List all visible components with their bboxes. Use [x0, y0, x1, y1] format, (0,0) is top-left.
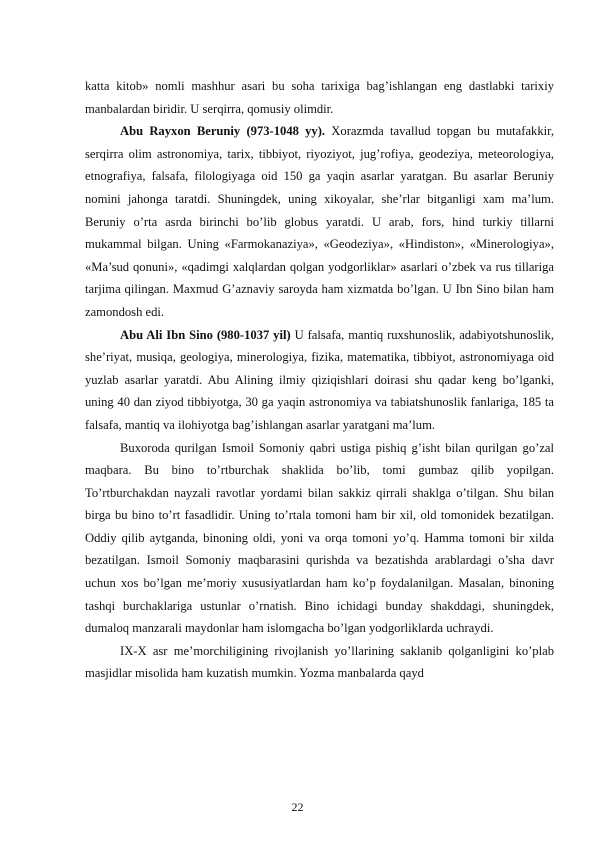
paragraph-text: Xorazmda tavallud topgan bu mutafakkir, serqirra olim astronomiya, tarix, tibbiyot, riyoziyot, jug’rofiya, geodeziya, meteorologiya, etnografiya, falsafa, filologiyaga oid 150 ga yaqin asarlar yaratgan. Bu asarlar Beruniy nomini jahonga taratdi. Shuningdek, uning xikoyalar, she’rlar bitganligi xam ma’lum. Beruniy o’rta asrda birinchi bo’lib globus yaratdi. U arab, fors, hind turkiy tillarni mukammal bilgan. Uning «Farmokanaziya», «Geodeziya», «Hindiston», «Minerologiya», «Ma’sud qonuni», «qadimgi xalqlardan qolgan yodgorliklar» asarlari o’zbek va rus tillariga tarjima qilingan. Maxmud G’aznaviy saroyda ham xizmatda bo’lgan. U Ibn Sino bilan ham zamondosh edi.	[85, 124, 554, 319]
paragraph-text: IX-X asr me’morchiligining rivojlanish yo’llarining saklanib qolganligini ko’plab masjidlar misolida ham kuzatish mumkin. Yozma manbalarda qayd	[85, 643, 554, 681]
paragraph-somoniy-mausoleum	[85, 437, 554, 640]
paragraph-heading-ibn-sino: Abu Ali Ibn Sino (980-1037 yil)	[120, 327, 291, 342]
paragraph-beruniy	[85, 120, 554, 323]
paragraph-heading-beruniy: Abu Rayxon Beruniy (973-1048 yy).	[120, 124, 326, 139]
paragraph-continuation	[85, 75, 554, 120]
body-text	[85, 75, 554, 685]
paragraph-text: Buxoroda qurilgan Ismoil Somoniy qabri ustiga pishiq g’isht bilan qurilgan go’zal maqbara. Bu bino to’rtburchak shaklida bo’lib, tomi gumbaz qilib yopilgan. To’rtburchakdan nayzali ravotlar yordami bilan sakkiz qirrali shaklga o’tilgan. Shu bilan birga bu bino to’rt fasadlidir. Uning to’rtala tomoni ham bir xil, old tomonidek bezatilgan. Oddiy qilib aytganda, binoning oldi, yoni va orqa tomoni yo’q. Hamma tomoni bir xilda bezatilgan. Ismoil Somoniy maqbarasini qurishda va bezatishda arablardagi o’sha davr uchun xos bo’lgan me’moriy xususiyatlardan ham ko’p foydalanilgan. Masalan, binoning tashqi burchaklariga ustunlar o’rnatish. Bino ichidagi bunday shakddagi, shuningdek, dumaloq manzarali maydonlar ham islomgacha bo’lgan yodgorliklarda uchraydi.	[85, 440, 554, 636]
paragraph-text: U falsafa, mantiq ruxshunoslik, adabiyotshunoslik, she’riyat, musiqa, geologiya, minerologiya, fizika, matematika, tibbiyot, astronomiyaga oid yuzlab asarlar yaratdi. Abu Alining ilmiy qiziqishlari doirasi shu qadar keng bo’lganki, uning 40 dan ziyod tibbiyotga, 30 ga yaqin astronomiya va tabiatshunoslik fanlariga, 185 ta falsafa, mantiq va ilohiyotga bag’ishlangan asarlar yaratgani ma’lum.	[85, 327, 554, 432]
page-number: 22	[291, 800, 304, 814]
paragraph-architecture	[85, 640, 554, 685]
paragraph-text: katta kitob» nomli mashhur asari bu soha tarixiga bag’ishlangan eng dastlabki tarixiy manbalardan biridir. U serqirra, qomusiy olimdir.	[85, 79, 554, 116]
paragraph-ibn-sino	[85, 324, 554, 437]
